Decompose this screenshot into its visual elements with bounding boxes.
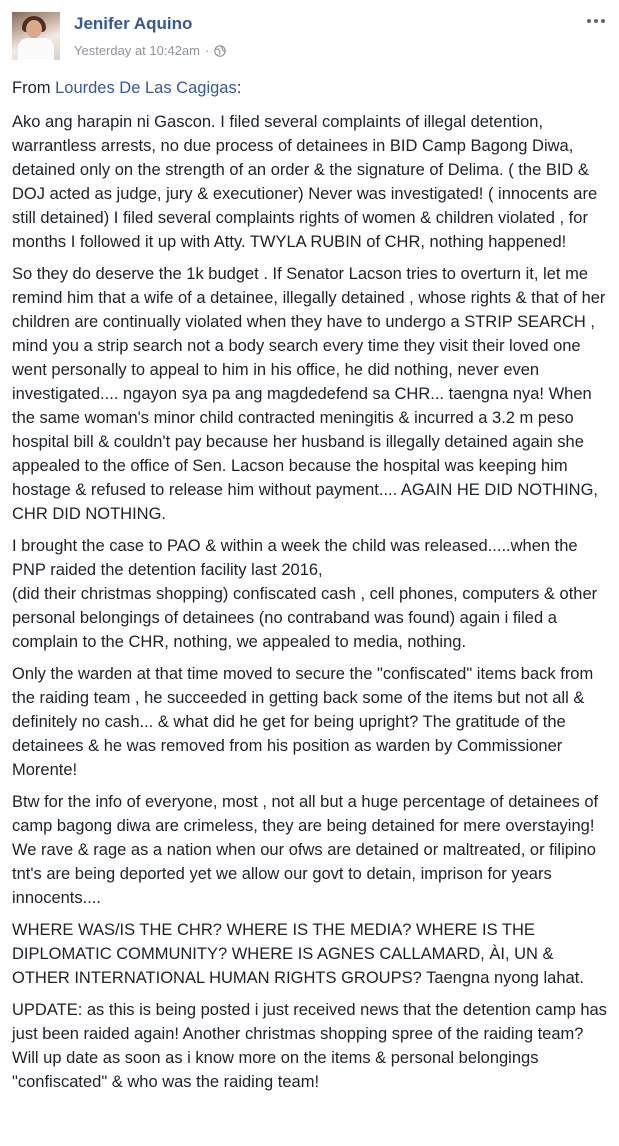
author-name[interactable]: Jenifer Aquino	[74, 14, 193, 33]
post-paragraph: Btw for the info of everyone, most , not all but a huge percentage of detainees of camp bagong diwa are crimeless, they are being detained for mere overstaying! We rave & rage as a nation when our ofws are detained or maltreated, or filipino tnt's are being deported yet we allow our govt to detain, imprison for years innocents....	[12, 793, 599, 907]
avatar-face	[26, 20, 42, 38]
author-avatar[interactable]	[12, 12, 60, 60]
from-line	[12, 76, 610, 100]
meta-separator: ·	[205, 43, 210, 58]
globe-icon[interactable]	[214, 45, 226, 57]
post-meta	[74, 43, 226, 58]
from-name-link[interactable]: Lourdes De Las Cagigas	[55, 79, 237, 97]
post-header	[12, 10, 607, 62]
post-paragraph: So they do deserve the 1k budget . If Senator Lacson tries to overturn it, let me remind him that a wife of a detainee, illegally detained , whose rights & that of her children are continually violated when they have to undergo a STRIP SEARCH , mind you a strip search not a body search every time they visit their loved one went personally to appeal to him in his office, he did nothing, never even investigated.... ngayon sya pa ang magdedefend sa CHR... taengna nya! When the same woman's minor child contracted meningitis & incurred a 3.2 m peso hospital bill & couldn't pay because her husband is illegally detained again she appealed to the office of Sen. Lacson because the hospital was keeping him hostage & refused to release him without payment.... AGAIN HE DID NOTHING, CHR DID NOTHING.	[12, 265, 606, 523]
post-paragraph: I brought the case to PAO & within a week the child was released.....when the PNP raided the detention facility last 2016,	[12, 537, 578, 579]
post-paragraph: UPDATE: as this is being posted i just received news that the detention camp has just been raided again! Another christmas shopping spree of the raiding team? Will up date as soon as i know more on the items & personal belongings "confiscated" & who was the raiding team!	[12, 1001, 607, 1091]
post-body	[12, 76, 610, 1102]
from-label: From	[12, 79, 56, 97]
post-timestamp[interactable]: Yesterday at 10:42am	[74, 43, 200, 58]
post-paragraph: WHERE WAS/IS THE CHR? WHERE IS THE MEDIA? WHERE IS THE DIPLOMATIC COMMUNITY? WHERE IS AGNES CALLAMARD, ÀI, UN & OTHER INTERNATIONAL HUMAN RIGHTS GROUPS? Taengna nyong lahat.	[12, 921, 584, 987]
more-options-icon[interactable]	[585, 14, 607, 28]
post-paragraph: (did their christmas shopping) confiscated cash , cell phones, computers & other personal belongings of detainees (no contraband was found) again i filed a complain to the CHR, nothing, we appealed to media, nothing.	[12, 585, 598, 651]
avatar-shirt	[18, 38, 54, 60]
from-suffix: :	[236, 79, 242, 97]
post-paragraph: Ako ang harapin ni Gascon. I filed several complaints of illegal detention, warrantless arrests, no due process of detainees in BID Camp Bagong Diwa, detained only on the strength of an order & the signature of Delima. ( the BID & DOJ acted as judge, jury & executioner) Never was investigated! ( innocents are still detained) I filed several complaints rights of women & children violated , for months I followed it up with Atty. TWYLA RUBIN of CHR, nothing happened!	[12, 113, 598, 251]
post-paragraph: Only the warden at that time moved to secure the "confiscated" items back from the raiding team , he succeeded in getting back some of the items but not all & definitely no cash... & what did he get for being upright? The gratitude of the detainees & he was removed from his position as warden by Commissioner Morente!	[12, 665, 594, 779]
